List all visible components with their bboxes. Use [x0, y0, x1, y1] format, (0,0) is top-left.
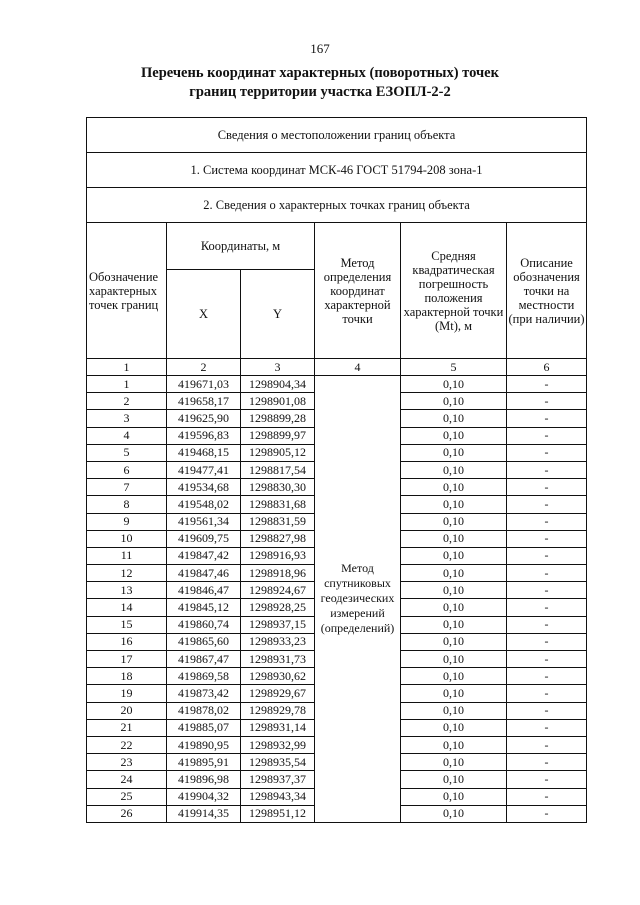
coord-y: 1298928,25 — [241, 599, 315, 616]
coord-y: 1298931,14 — [241, 719, 315, 736]
header-coordinates: Координаты, м — [167, 223, 315, 270]
coord-x: 419914,35 — [167, 805, 241, 822]
coord-y: 1298937,15 — [241, 616, 315, 633]
coord-x: 419865,60 — [167, 633, 241, 650]
description-value: - — [507, 479, 587, 496]
coord-x: 419477,41 — [167, 461, 241, 478]
section-characteristic-points: 2. Сведения о характерных точках границ объекта — [87, 188, 587, 223]
description-value: - — [507, 788, 587, 805]
header-method: Метод определения координат характерной точки — [315, 223, 401, 359]
description-value: - — [507, 376, 587, 393]
rmse-value: 0,10 — [401, 376, 507, 393]
description-value: - — [507, 393, 587, 410]
point-number: 23 — [87, 754, 167, 771]
coord-y: 1298918,96 — [241, 565, 315, 582]
point-number: 9 — [87, 513, 167, 530]
coord-y: 1298901,08 — [241, 393, 315, 410]
rmse-value: 0,10 — [401, 616, 507, 633]
description-value: - — [507, 616, 587, 633]
header-rmse: Средняя квадратическая погрешность положения характерной точки (Mt), м — [401, 223, 507, 359]
coord-x: 419671,03 — [167, 376, 241, 393]
rmse-value: 0,10 — [401, 547, 507, 564]
header-designation: Обозначение характерных точек границ — [87, 223, 167, 359]
coord-y: 1298830,30 — [241, 479, 315, 496]
column-number: 6 — [507, 359, 587, 376]
coord-x: 419625,90 — [167, 410, 241, 427]
description-value: - — [507, 427, 587, 444]
coord-y: 1298943,34 — [241, 788, 315, 805]
coord-y: 1298899,97 — [241, 427, 315, 444]
coord-y: 1298935,54 — [241, 754, 315, 771]
coord-x: 419534,68 — [167, 479, 241, 496]
section-coordinate-system: 1. Система координат МСК-46 ГОСТ 51794-208 зона-1 — [87, 153, 587, 188]
coord-x: 419548,02 — [167, 496, 241, 513]
coord-x: 419890,95 — [167, 736, 241, 753]
coord-x: 419896,98 — [167, 771, 241, 788]
coord-x: 419878,02 — [167, 702, 241, 719]
section-location: Сведения о местоположении границ объекта — [87, 118, 587, 153]
coord-x: 419873,42 — [167, 685, 241, 702]
table-row — [87, 376, 587, 393]
coord-x: 419847,42 — [167, 547, 241, 564]
point-number: 4 — [87, 427, 167, 444]
coord-y: 1298916,93 — [241, 547, 315, 564]
description-value: - — [507, 651, 587, 668]
rmse-value: 0,10 — [401, 530, 507, 547]
rmse-value: 0,10 — [401, 788, 507, 805]
point-number: 20 — [87, 702, 167, 719]
coord-x: 419846,47 — [167, 582, 241, 599]
header-y: Y — [241, 270, 315, 359]
point-number: 11 — [87, 547, 167, 564]
description-value: - — [507, 719, 587, 736]
rmse-value: 0,10 — [401, 444, 507, 461]
point-number: 15 — [87, 616, 167, 633]
point-number: 13 — [87, 582, 167, 599]
header-description: Описание обозначения точки на местности (при наличии) — [507, 223, 587, 359]
coord-x: 419845,12 — [167, 599, 241, 616]
point-number: 10 — [87, 530, 167, 547]
rmse-value: 0,10 — [401, 393, 507, 410]
rmse-value: 0,10 — [401, 771, 507, 788]
column-number: 5 — [401, 359, 507, 376]
title-line-1: Перечень координат характерных (поворотных) точек — [141, 65, 499, 81]
coord-y: 1298931,73 — [241, 651, 315, 668]
coord-x: 419561,34 — [167, 513, 241, 530]
point-number: 17 — [87, 651, 167, 668]
rmse-value: 0,10 — [401, 582, 507, 599]
rmse-value: 0,10 — [401, 479, 507, 496]
method-value: Метод спутниковых геодезических измерений (определений) — [315, 376, 401, 823]
coord-x: 419468,15 — [167, 444, 241, 461]
point-number: 8 — [87, 496, 167, 513]
description-value: - — [507, 582, 587, 599]
description-value: - — [507, 496, 587, 513]
point-number: 21 — [87, 719, 167, 736]
header-x: X — [167, 270, 241, 359]
rmse-value: 0,10 — [401, 736, 507, 753]
coord-y: 1298932,99 — [241, 736, 315, 753]
point-number: 3 — [87, 410, 167, 427]
point-number: 26 — [87, 805, 167, 822]
description-value: - — [507, 513, 587, 530]
coord-y: 1298905,12 — [241, 444, 315, 461]
coord-y: 1298930,62 — [241, 668, 315, 685]
coord-x: 419885,07 — [167, 719, 241, 736]
description-value: - — [507, 547, 587, 564]
point-number: 22 — [87, 736, 167, 753]
description-value: - — [507, 530, 587, 547]
coord-y: 1298929,78 — [241, 702, 315, 719]
rmse-value: 0,10 — [401, 496, 507, 513]
coord-y: 1298899,28 — [241, 410, 315, 427]
point-number: 6 — [87, 461, 167, 478]
column-number: 4 — [315, 359, 401, 376]
rmse-value: 0,10 — [401, 685, 507, 702]
point-number: 24 — [87, 771, 167, 788]
coord-x: 419596,83 — [167, 427, 241, 444]
coord-x: 419867,47 — [167, 651, 241, 668]
description-value: - — [507, 668, 587, 685]
rmse-value: 0,10 — [401, 805, 507, 822]
description-value: - — [507, 444, 587, 461]
coord-y: 1298924,67 — [241, 582, 315, 599]
rmse-value: 0,10 — [401, 719, 507, 736]
coord-y: 1298929,67 — [241, 685, 315, 702]
coord-y: 1298937,37 — [241, 771, 315, 788]
rmse-value: 0,10 — [401, 410, 507, 427]
coordinates-table — [86, 117, 587, 823]
rmse-value: 0,10 — [401, 599, 507, 616]
coord-y: 1298904,34 — [241, 376, 315, 393]
point-number: 5 — [87, 444, 167, 461]
coord-x: 419658,17 — [167, 393, 241, 410]
rmse-value: 0,10 — [401, 651, 507, 668]
coord-y: 1298951,12 — [241, 805, 315, 822]
rmse-value: 0,10 — [401, 427, 507, 444]
point-number: 18 — [87, 668, 167, 685]
description-value: - — [507, 461, 587, 478]
coord-y: 1298933,23 — [241, 633, 315, 650]
rmse-value: 0,10 — [401, 565, 507, 582]
coord-x: 419895,91 — [167, 754, 241, 771]
coord-x: 419860,74 — [167, 616, 241, 633]
rmse-value: 0,10 — [401, 754, 507, 771]
column-number: 2 — [167, 359, 241, 376]
page-number: 167 — [310, 41, 330, 56]
point-number: 2 — [87, 393, 167, 410]
point-number: 16 — [87, 633, 167, 650]
description-value: - — [507, 754, 587, 771]
point-number: 25 — [87, 788, 167, 805]
coord-x: 419869,58 — [167, 668, 241, 685]
coord-x: 419609,75 — [167, 530, 241, 547]
rmse-value: 0,10 — [401, 702, 507, 719]
description-value: - — [507, 685, 587, 702]
description-value: - — [507, 410, 587, 427]
description-value: - — [507, 736, 587, 753]
description-value: - — [507, 565, 587, 582]
page-title — [0, 64, 640, 102]
point-number: 1 — [87, 376, 167, 393]
coord-y: 1298817,54 — [241, 461, 315, 478]
rmse-value: 0,10 — [401, 633, 507, 650]
description-value: - — [507, 702, 587, 719]
coord-y: 1298831,68 — [241, 496, 315, 513]
rmse-value: 0,10 — [401, 513, 507, 530]
rmse-value: 0,10 — [401, 461, 507, 478]
point-number: 14 — [87, 599, 167, 616]
point-number: 7 — [87, 479, 167, 496]
rmse-value: 0,10 — [401, 668, 507, 685]
column-number: 3 — [241, 359, 315, 376]
coord-y: 1298827,98 — [241, 530, 315, 547]
point-number: 19 — [87, 685, 167, 702]
description-value: - — [507, 771, 587, 788]
coord-y: 1298831,59 — [241, 513, 315, 530]
description-value: - — [507, 805, 587, 822]
title-line-2: границ территории участка ЕЗОПЛ-2-2 — [189, 84, 451, 100]
column-number: 1 — [87, 359, 167, 376]
description-value: - — [507, 599, 587, 616]
coord-x: 419847,46 — [167, 565, 241, 582]
description-value: - — [507, 633, 587, 650]
point-number: 12 — [87, 565, 167, 582]
coord-x: 419904,32 — [167, 788, 241, 805]
